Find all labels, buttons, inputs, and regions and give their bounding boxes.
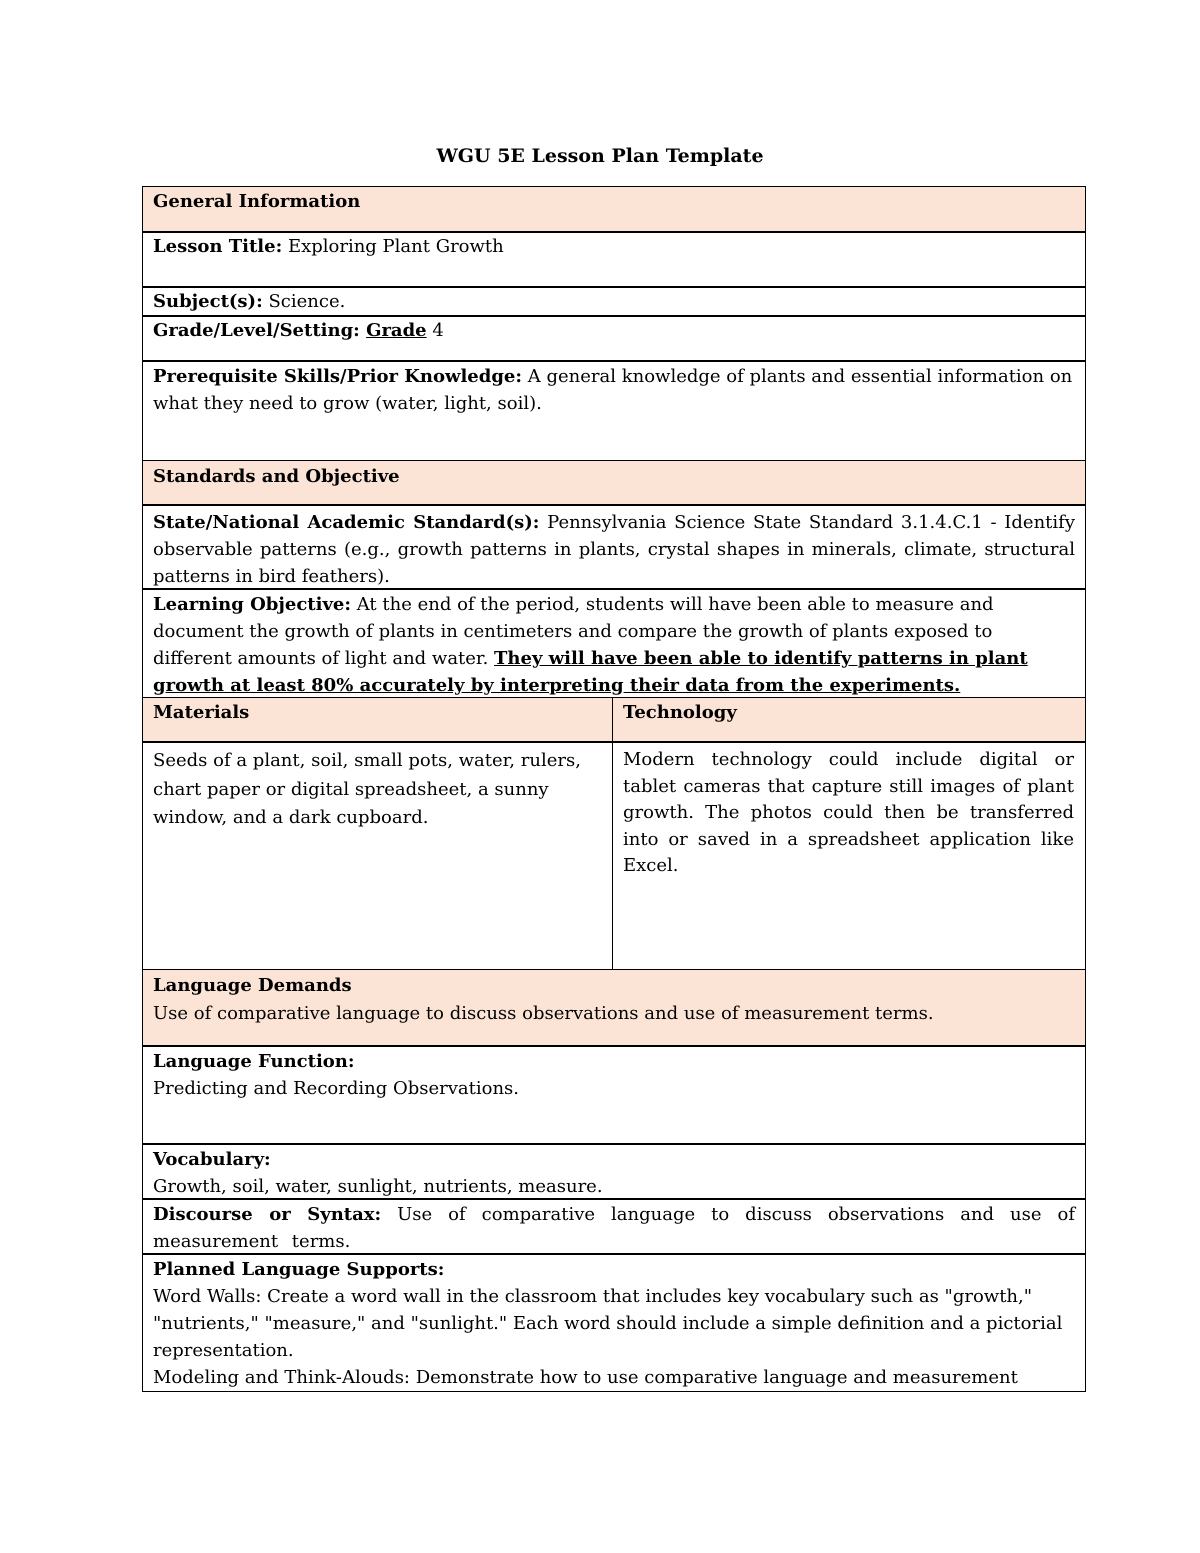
objective-value: At the end of the period, students will have been able to measure and document the growth of plants in centimeters and compare the growth of plants exposed to different amounts of light and water. xyxy=(153,594,994,669)
subject-value: Science. xyxy=(262,291,346,312)
language-function-label: Language Function: xyxy=(153,1051,355,1072)
materials-content-cell xyxy=(143,742,613,970)
discourse-cell xyxy=(143,1199,1085,1255)
language-supports-cell xyxy=(143,1254,1085,1391)
standard-cell xyxy=(143,505,1085,590)
materials-header: Materials xyxy=(153,702,250,723)
standard-row xyxy=(142,504,1086,590)
objective-emphasis: They will have been able to identify patterns in plant growth at least 80% accurately by interpreting their data from the experiments. xyxy=(153,648,1028,696)
vocabulary-label: Vocabulary: xyxy=(153,1149,271,1170)
vocabulary-text: Growth, soil, water, sunlight, nutrients, measure. xyxy=(153,1176,603,1197)
language-supports-text-1: Word Walls: Create a word wall in the classroom that includes key vocabulary such as "growth," "nutrients," "measure," and "sunlight." Each word should include a simple definition and a pictorial representation. xyxy=(153,1286,1063,1361)
general-info-header-row xyxy=(142,186,1086,233)
language-function-cell xyxy=(143,1046,1085,1102)
subject-cell xyxy=(143,287,1085,315)
standards-header-row xyxy=(142,460,1086,506)
language-supports-label: Planned Language Supports: xyxy=(153,1259,445,1280)
grade-value: 4 xyxy=(426,320,444,341)
vocabulary-cell xyxy=(143,1144,1085,1200)
lesson-title-row xyxy=(142,231,1086,288)
vocabulary-row xyxy=(142,1143,1086,1200)
materials-text: Seeds of a plant, soil, small pots, water, rulers, chart paper or digital spreadsheet, a sunny window, and a dark cupboard. xyxy=(153,750,581,828)
objective-cell xyxy=(143,589,1085,699)
language-function-text: Predicting and Recording Observations. xyxy=(153,1078,520,1099)
language-demands-header: Language Demands xyxy=(153,975,352,996)
general-info-header: General Information xyxy=(153,191,361,212)
grade-row xyxy=(142,315,1086,362)
resources-content-row xyxy=(142,741,1086,971)
language-supports-row xyxy=(142,1253,1086,1392)
objective-row xyxy=(142,588,1086,699)
grade-underlined: Grade xyxy=(366,320,427,341)
technology-header: Technology xyxy=(623,702,737,723)
lesson-title-label: Lesson Title: xyxy=(153,236,283,257)
grade-cell xyxy=(143,316,1085,344)
standards-header: Standards and Objective xyxy=(153,466,400,487)
grade-label: Grade/Level/Setting: xyxy=(153,320,367,341)
standard-label: State/National Academic Standard(s): xyxy=(153,512,540,533)
prerequisite-label: Prerequisite Skills/Prior Knowledge: xyxy=(153,366,523,387)
materials-header-cell xyxy=(143,698,613,742)
language-demands-cell xyxy=(143,970,1085,1028)
discourse-row xyxy=(142,1198,1086,1255)
subject-row xyxy=(142,286,1086,317)
language-supports-text-2: Modeling and Think-Alouds: Demonstrate how to use comparative language and measurement xyxy=(153,1367,1018,1388)
prerequisite-row xyxy=(142,360,1086,462)
language-demands-row xyxy=(142,969,1086,1047)
technology-content-cell xyxy=(613,742,1084,970)
lesson-title-value: Exploring Plant Growth xyxy=(282,236,504,257)
language-function-row xyxy=(142,1045,1086,1145)
subject-label: Subject(s): xyxy=(153,291,263,312)
objective-label: Learning Objective: xyxy=(153,594,352,615)
language-demands-text: Use of comparative language to discuss observations and use of measurement terms. xyxy=(153,1003,934,1024)
document-title: WGU 5E Lesson Plan Template xyxy=(436,145,764,167)
discourse-label: Discourse or Syntax: xyxy=(153,1204,382,1225)
technology-text: Modern technology could include digital or tablet cameras that capture still images of plant growth. The photos could then be transferred into or saved in a spreadsheet application like Excel. xyxy=(623,749,1074,876)
technology-header-cell xyxy=(613,698,1084,742)
discourse-text: Use of comparative language to discuss observations and use of measurement terms. xyxy=(153,1204,1076,1252)
lesson-title-cell xyxy=(143,232,1085,260)
standard-value: Pennsylvania Science State Standard 3.1.4.C.1 - Identify observable patterns (e.g., growth patterns in plants, crystal shapes in minerals, climate, structural patterns in bird feathers). xyxy=(153,512,1075,587)
resources-header-row xyxy=(142,697,1086,743)
prerequisite-cell xyxy=(143,361,1085,417)
prerequisite-value: A general knowledge of plants and essential information on what they need to grow (water, light, soil). xyxy=(153,366,1073,414)
